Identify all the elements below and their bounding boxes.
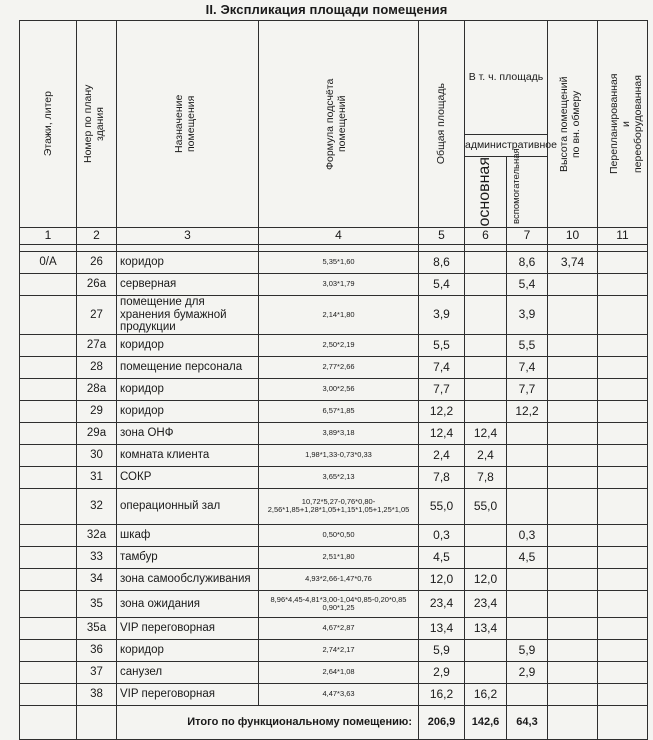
room-number: 35 bbox=[77, 590, 117, 617]
col-number: 2 bbox=[77, 228, 117, 245]
room-number: 33 bbox=[77, 546, 117, 568]
room-formula: 4,67*2,87 bbox=[259, 617, 419, 639]
header-purpose: Назначение помещения bbox=[117, 21, 259, 228]
room-aux-area bbox=[507, 422, 548, 444]
room-main-area: 16,2 bbox=[465, 683, 507, 705]
room-main-area bbox=[465, 334, 507, 356]
room-number: 37 bbox=[77, 661, 117, 683]
explication-table bbox=[19, 20, 648, 740]
room-aux-area: 3,9 bbox=[507, 296, 548, 335]
room-number: 28а bbox=[77, 378, 117, 400]
room-aux-area: 4,5 bbox=[507, 546, 548, 568]
room-aux-area bbox=[507, 617, 548, 639]
room-total-area: 5,9 bbox=[419, 639, 465, 661]
room-main-area bbox=[465, 661, 507, 683]
room-name: коридор bbox=[117, 252, 259, 274]
room-number: 27 bbox=[77, 296, 117, 335]
room-number: 28 bbox=[77, 356, 117, 378]
room-name: зона ОНФ bbox=[117, 422, 259, 444]
header-aux: вспомогательная bbox=[507, 157, 548, 228]
col-number: 5 bbox=[419, 228, 465, 245]
room-aux-area: 7,7 bbox=[507, 378, 548, 400]
header-total-area: Общая площадь bbox=[419, 21, 465, 228]
room-name: операционный зал bbox=[117, 488, 259, 524]
table-row bbox=[20, 444, 648, 466]
table-row bbox=[20, 639, 648, 661]
room-formula: 4,93*2,66-1,47*0,76 bbox=[259, 568, 419, 590]
room-formula: 3,03*1,79 bbox=[259, 274, 419, 296]
room-aux-area bbox=[507, 488, 548, 524]
table-row bbox=[20, 356, 648, 378]
room-name: VIP переговорная bbox=[117, 617, 259, 639]
table-row bbox=[20, 488, 648, 524]
room-aux-area: 5,4 bbox=[507, 274, 548, 296]
room-aux-area bbox=[507, 568, 548, 590]
room-formula: 2,51*1,80 bbox=[259, 546, 419, 568]
header-replan: Перепланированная и переоборудованная bbox=[598, 21, 648, 228]
room-main-area: 13,4 bbox=[465, 617, 507, 639]
room-formula: 3,65*2,13 bbox=[259, 466, 419, 488]
header-formula: Формула подсчёта помещений bbox=[259, 21, 419, 228]
room-name: VIP переговорная bbox=[117, 683, 259, 705]
table-row bbox=[20, 378, 648, 400]
room-main-area bbox=[465, 639, 507, 661]
room-main-area bbox=[465, 400, 507, 422]
col-number: 4 bbox=[259, 228, 419, 245]
column-number-row bbox=[20, 228, 648, 245]
totals-main-area: 142,6 bbox=[465, 705, 507, 739]
room-total-area: 23,4 bbox=[419, 590, 465, 617]
room-aux-area: 5,5 bbox=[507, 334, 548, 356]
room-name: СОКР bbox=[117, 466, 259, 488]
col-number: 3 bbox=[117, 228, 259, 245]
room-name: зона самообслуживания bbox=[117, 568, 259, 590]
room-name: коридор bbox=[117, 639, 259, 661]
room-total-area: 0,3 bbox=[419, 524, 465, 546]
room-formula: 1,98*1,33-0,73*0,33 bbox=[259, 444, 419, 466]
room-formula: 2,14*1,80 bbox=[259, 296, 419, 335]
col-number: 1 bbox=[20, 228, 77, 245]
room-name: коридор bbox=[117, 334, 259, 356]
header-plan-number: Номер по плану здания bbox=[77, 21, 117, 228]
room-formula: 8,96*4,45-4,81*3,00-1,04*0,85-0,20*0,85 0,90*1,25 bbox=[259, 590, 419, 617]
table-row bbox=[20, 334, 648, 356]
room-number: 34 bbox=[77, 568, 117, 590]
room-number: 31 bbox=[77, 466, 117, 488]
room-formula: 3,00*2,56 bbox=[259, 378, 419, 400]
room-number: 26а bbox=[77, 274, 117, 296]
totals-row bbox=[20, 705, 648, 739]
room-main-area: 12,0 bbox=[465, 568, 507, 590]
room-total-area: 2,4 bbox=[419, 444, 465, 466]
col-number: 10 bbox=[548, 228, 598, 245]
room-formula: 0,50*0,50 bbox=[259, 524, 419, 546]
room-total-area: 16,2 bbox=[419, 683, 465, 705]
room-total-area: 7,8 bbox=[419, 466, 465, 488]
table-row bbox=[20, 590, 648, 617]
room-main-area bbox=[465, 378, 507, 400]
header-admin: административное bbox=[465, 135, 548, 157]
room-aux-area: 8,6 bbox=[507, 252, 548, 274]
room-replan bbox=[598, 252, 648, 274]
room-formula: 4,47*3,63 bbox=[259, 683, 419, 705]
room-number: 36 bbox=[77, 639, 117, 661]
room-main-area: 7,8 bbox=[465, 466, 507, 488]
room-aux-area bbox=[507, 466, 548, 488]
room-name: шкаф bbox=[117, 524, 259, 546]
room-aux-area bbox=[507, 683, 548, 705]
room-formula: 5,35*1,60 bbox=[259, 252, 419, 274]
room-aux-area: 2,9 bbox=[507, 661, 548, 683]
room-total-area: 12,4 bbox=[419, 422, 465, 444]
header-height: Высота помещений по вн. обмеру bbox=[548, 21, 598, 228]
room-aux-area: 5,9 bbox=[507, 639, 548, 661]
room-aux-area: 12,2 bbox=[507, 400, 548, 422]
room-aux-area: 0,3 bbox=[507, 524, 548, 546]
room-number: 29 bbox=[77, 400, 117, 422]
header-incl-area: В т. ч. площадь bbox=[465, 21, 548, 135]
room-name: комната клиента bbox=[117, 444, 259, 466]
room-number: 26 bbox=[77, 252, 117, 274]
room-total-area: 55,0 bbox=[419, 488, 465, 524]
table-row bbox=[20, 422, 648, 444]
table-row bbox=[20, 568, 648, 590]
room-main-area bbox=[465, 546, 507, 568]
totals-aux-area: 64,3 bbox=[507, 705, 548, 739]
floor-cell: 0/А bbox=[20, 252, 77, 274]
room-total-area: 4,5 bbox=[419, 546, 465, 568]
table-row bbox=[20, 296, 648, 335]
header-main: основная bbox=[465, 157, 507, 228]
room-main-area bbox=[465, 274, 507, 296]
room-main-area: 55,0 bbox=[465, 488, 507, 524]
room-main-area bbox=[465, 252, 507, 274]
room-total-area: 5,5 bbox=[419, 334, 465, 356]
room-main-area bbox=[465, 296, 507, 335]
room-name: коридор bbox=[117, 378, 259, 400]
room-main-area bbox=[465, 356, 507, 378]
table-row bbox=[20, 466, 648, 488]
room-formula: 2,50*2,19 bbox=[259, 334, 419, 356]
room-formula: 2,77*2,66 bbox=[259, 356, 419, 378]
room-name: санузел bbox=[117, 661, 259, 683]
room-number: 35а bbox=[77, 617, 117, 639]
room-name: зона ожидания bbox=[117, 590, 259, 617]
room-number: 29а bbox=[77, 422, 117, 444]
table-row bbox=[20, 546, 648, 568]
room-main-area: 12,4 bbox=[465, 422, 507, 444]
room-total-area: 3,9 bbox=[419, 296, 465, 335]
table-row bbox=[20, 617, 648, 639]
room-number: 38 bbox=[77, 683, 117, 705]
room-total-area: 8,6 bbox=[419, 252, 465, 274]
room-name: помещение персонала bbox=[117, 356, 259, 378]
table-row bbox=[20, 683, 648, 705]
table-row bbox=[20, 252, 648, 274]
room-name: тамбур bbox=[117, 546, 259, 568]
room-number: 32а bbox=[77, 524, 117, 546]
room-main-area: 23,4 bbox=[465, 590, 507, 617]
room-total-area: 13,4 bbox=[419, 617, 465, 639]
room-number: 27а bbox=[77, 334, 117, 356]
room-aux-area: 7,4 bbox=[507, 356, 548, 378]
room-height: 3,74 bbox=[548, 252, 598, 274]
table-row bbox=[20, 661, 648, 683]
room-name: коридор bbox=[117, 400, 259, 422]
room-total-area: 12,0 bbox=[419, 568, 465, 590]
room-formula: 2,64*1,08 bbox=[259, 661, 419, 683]
totals-label: Итого по функциональному помещению: bbox=[117, 705, 419, 739]
room-aux-area bbox=[507, 590, 548, 617]
room-formula: 2,74*2,17 bbox=[259, 639, 419, 661]
room-total-area: 2,9 bbox=[419, 661, 465, 683]
col-number: 7 bbox=[507, 228, 548, 245]
room-name: серверная bbox=[117, 274, 259, 296]
col-number: 6 bbox=[465, 228, 507, 245]
header-floor: Этажи, литер bbox=[20, 21, 77, 228]
room-total-area: 5,4 bbox=[419, 274, 465, 296]
page-title: II. Экспликация площади помещения bbox=[205, 2, 448, 17]
table-row bbox=[20, 400, 648, 422]
room-formula: 6,57*1,85 bbox=[259, 400, 419, 422]
room-total-area: 7,4 bbox=[419, 356, 465, 378]
room-formula: 10,72*5,27-0,76*0,80-2,56*1,85+1,28*1,05+1,15*1,05+1,25*1,05 bbox=[259, 488, 419, 524]
room-main-area bbox=[465, 524, 507, 546]
room-aux-area bbox=[507, 444, 548, 466]
col-number: 11 bbox=[598, 228, 648, 245]
room-number: 32 bbox=[77, 488, 117, 524]
room-name: помещение для хранения бумажной продукции bbox=[117, 296, 259, 335]
table-row bbox=[20, 274, 648, 296]
room-total-area: 7,7 bbox=[419, 378, 465, 400]
room-main-area: 2,4 bbox=[465, 444, 507, 466]
room-total-area: 12,2 bbox=[419, 400, 465, 422]
totals-total-area: 206,9 bbox=[419, 705, 465, 739]
table-row bbox=[20, 524, 648, 546]
room-formula: 3,89*3,18 bbox=[259, 422, 419, 444]
room-number: 30 bbox=[77, 444, 117, 466]
